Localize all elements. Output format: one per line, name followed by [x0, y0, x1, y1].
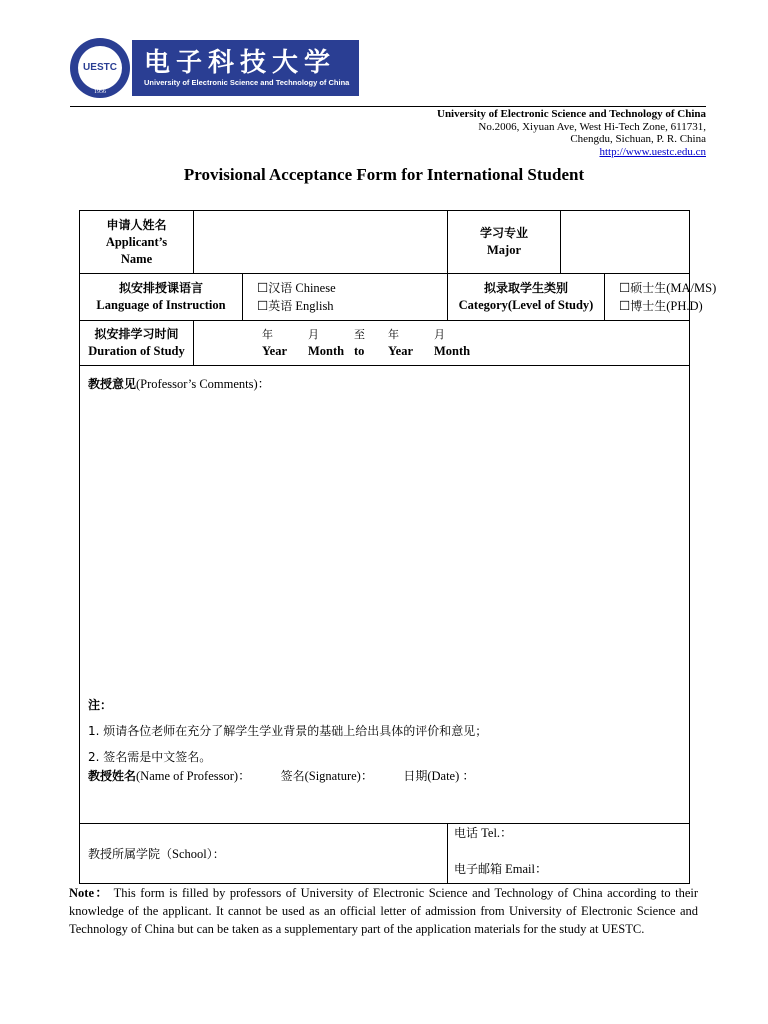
category-options [605, 274, 717, 321]
language-label-cn: 拟安排授课语言 [118, 281, 203, 295]
language-label [80, 274, 243, 321]
year-en: Year [262, 344, 287, 358]
option-cn: 博士生 [630, 299, 667, 313]
notes-heading: 注： [88, 698, 113, 712]
logo-name-cn: 电子科技大学 [144, 48, 337, 78]
option-cn: 汉语 [268, 281, 293, 295]
month-en: Month [434, 344, 471, 358]
duration-row [80, 321, 690, 366]
professor-comments-field[interactable] [80, 366, 690, 824]
comments-row [80, 366, 690, 824]
notes-block [88, 692, 487, 770]
university-seal [70, 38, 130, 98]
school-contact-row [80, 824, 690, 884]
header-divider [70, 106, 706, 107]
contact-field[interactable] [448, 824, 690, 884]
option-cn: 硕士生 [630, 281, 667, 295]
date-label-cn: 日期 [403, 769, 428, 783]
acceptance-form-table [79, 210, 717, 884]
month-cn: 月 [308, 328, 319, 341]
month-en: Month [308, 344, 345, 358]
professor-name-label-en: (Name of Professor)： [136, 769, 251, 783]
checkbox-icon[interactable]: ☐ [619, 299, 631, 313]
footer-note-text: This form is filled by professors of University of Electronic Science and Technology of China according to their knowledge of the applicant. It cannot be used as an official letter of admission from University of Electronic Science and Technology of China but can be taken as a supplementary part of the application materials for the study at UESTC. [69, 886, 698, 936]
applicant-name-field[interactable] [194, 211, 448, 274]
school-label-cn: 教授所属学院（ [88, 847, 173, 861]
category-option-phd[interactable] [619, 297, 703, 315]
comments-label-en: (Professor’s Comments)： [136, 377, 271, 391]
duration-en-row [262, 343, 689, 360]
option-en: (MA/MS) [666, 281, 717, 295]
date-label-en: (Date) ： [427, 769, 475, 783]
address-line-1: No.2006, Xiyuan Ave, West Hi-Tech Zone, 611731, [478, 120, 706, 133]
email-label-en: Email： [505, 862, 548, 876]
comments-label [88, 374, 270, 392]
logo-name-en: University of Electronic Science and Technology of China [144, 78, 350, 87]
tel-label-en: Tel.： [481, 826, 513, 840]
option-en: Chinese [295, 281, 336, 295]
applicant-label-en-2: Name [120, 251, 153, 266]
note-item-2: 2. 签名需是中文签名。 [88, 750, 212, 764]
address-line-2: Chengdu, Sichuan, P. R. China [570, 133, 706, 145]
option-en: English [295, 299, 334, 313]
category-label-en: Category(Level of Study) [458, 298, 594, 312]
to-cn: 至 [354, 328, 365, 341]
year-cn: 年 [388, 328, 399, 341]
comments-label-cn: 教授意见 [88, 377, 137, 391]
major-field[interactable] [561, 211, 690, 274]
seal-mark: UESTC [83, 62, 117, 73]
tel-line [454, 824, 683, 842]
professor-name-label-cn: 教授姓名 [88, 769, 137, 783]
note-item-1: 1. 烦请各位老师在充分了解学生学业背景的基础上给出具体的评价和意见； [88, 724, 488, 738]
logo-banner [132, 40, 359, 96]
language-category-row [80, 274, 690, 321]
checkbox-icon[interactable]: ☐ [257, 281, 269, 295]
address-block [437, 108, 706, 158]
duration-cn-row [262, 326, 689, 343]
school-field[interactable] [80, 824, 448, 884]
signature-label-en: (Signature)： [304, 769, 374, 783]
language-option-chinese[interactable] [257, 279, 447, 297]
email-line [454, 860, 683, 878]
signature-line [88, 766, 475, 784]
duration-label-cn: 拟安排学习时间 [94, 327, 179, 341]
year-cn: 年 [262, 328, 273, 341]
school-label-end: ）： [206, 847, 225, 861]
checkbox-icon[interactable]: ☐ [619, 281, 631, 295]
signature-label-cn: 签名 [280, 769, 305, 783]
seal-year: 1956 [94, 89, 106, 95]
month-cn: 月 [434, 328, 445, 341]
to-en: to [354, 344, 365, 358]
tel-label-cn: 电话 [454, 826, 479, 840]
checkbox-icon[interactable]: ☐ [257, 299, 269, 313]
website-link[interactable]: http://www.uestc.edu.cn [599, 145, 706, 158]
category-label [448, 274, 605, 321]
major-label-en: Major [486, 243, 521, 257]
language-option-english[interactable] [257, 297, 447, 315]
form-title: Provisional Acceptance Form for International Student [183, 165, 585, 184]
major-label [448, 211, 561, 274]
option-cn: 英语 [268, 299, 293, 313]
duration-label [80, 321, 194, 366]
year-en: Year [388, 344, 413, 358]
email-label-cn: 电子邮箱 [454, 862, 503, 876]
applicant-name-label [80, 211, 194, 274]
category-option-masters[interactable] [619, 279, 717, 297]
category-label-cn: 拟录取学生类别 [483, 281, 568, 295]
major-label-cn: 学习专业 [479, 226, 528, 240]
language-label-en: Language of Instruction [96, 298, 226, 312]
address-university-name: University of Electronic Science and Technology of China [437, 108, 706, 120]
footer-note-label: Note： [69, 886, 110, 900]
option-en: (PH.D) [666, 299, 703, 313]
applicant-label-en: Applicant’s [105, 234, 168, 249]
applicant-row [80, 211, 690, 274]
duration-field[interactable] [194, 321, 690, 366]
university-logo [70, 38, 360, 98]
duration-label-en: Duration of Study [88, 344, 185, 358]
school-label-en: School [172, 847, 207, 861]
footer-note [69, 884, 698, 938]
applicant-label-cn: 申请人姓名 [106, 217, 167, 232]
language-options [243, 274, 448, 321]
